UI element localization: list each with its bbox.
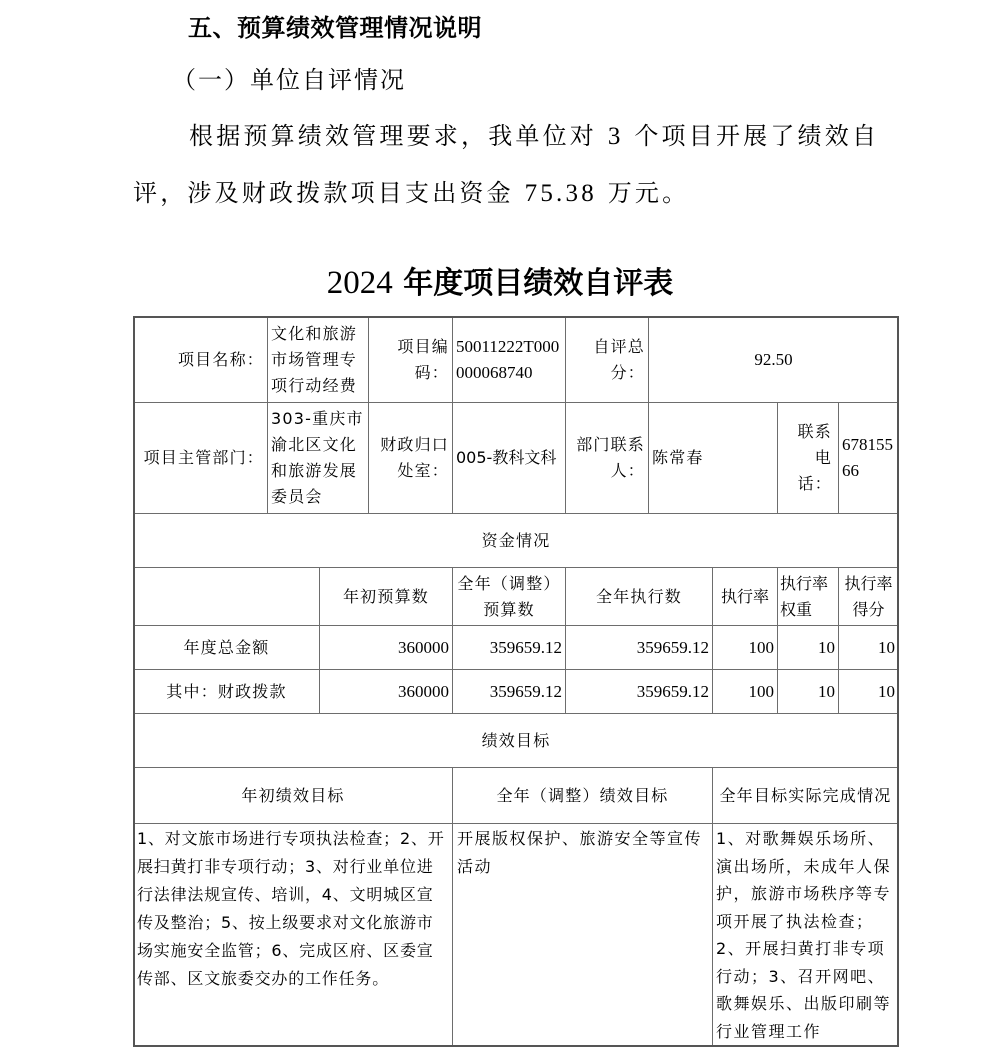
contact-value: 陈常春 (648, 402, 778, 514)
goals-header-adjusted: 全年（调整）绩效目标 (452, 767, 713, 824)
dept-label: 项目主管部门： (133, 402, 268, 514)
funds-header-weight: 执行率权重 (777, 567, 839, 626)
project-count: 3 (607, 123, 624, 150)
funds-row-weight: 10 (777, 625, 839, 670)
paragraph-text-1: 根据预算绩效管理要求，我单位对 (189, 122, 608, 150)
funds-row-score: 10 (838, 669, 899, 714)
dept-value: 303-重庆市渝北区文化和旅游发展委员会 (267, 402, 369, 514)
table-title-text: 年度项目绩效自评表 (392, 266, 674, 301)
funds-header-rate: 执行率 (712, 567, 778, 626)
funds-row-rate: 100 (712, 625, 778, 670)
goals-header-actual: 全年目标实际完成情况 (712, 767, 899, 824)
funds-row-executed: 359659.12 (565, 669, 713, 714)
total-score-label: 自评总分： (565, 316, 649, 403)
amount: 75.38 (524, 180, 597, 207)
project-code-label: 项目编码： (368, 316, 453, 403)
funds-header-executed: 全年执行数 (565, 567, 713, 626)
funds-row-adjusted: 359659.12 (452, 669, 566, 714)
funds-row-label: 年度总金额 (133, 625, 320, 670)
goals-section-header: 绩效目标 (133, 713, 899, 768)
project-name-label: 项目名称： (133, 316, 268, 403)
funds-section-header: 资金情况 (133, 513, 899, 568)
finance-office-label: 财政归口处室： (368, 402, 453, 514)
goals-actual-content: 1、对歌舞娱乐场所、演出场所，未成年人保护，旅游市场秩序等专项开展了执法检查；2、开展扫黄打非专项行动；3、召开网吧、歌舞娱乐、出版印刷等行业管理工作 (712, 823, 899, 1047)
table-title (0, 258, 1000, 302)
funds-header-initial: 年初预算数 (319, 567, 453, 626)
project-code-value: 50011222T000000068740 (452, 316, 566, 403)
intro-paragraph (133, 108, 893, 222)
phone-value: 67815566 (838, 402, 899, 514)
paragraph-text-2: 个项目开展了绩效自评，涉及财政拨款项目支出资金 (133, 122, 880, 207)
funds-row-rate: 100 (712, 669, 778, 714)
funds-row-adjusted: 359659.12 (452, 625, 566, 670)
project-name-value: 文化和旅游市场管理专项行动经费 (267, 316, 369, 403)
total-score-value: 92.50 (648, 316, 899, 403)
funds-row-initial: 360000 (319, 669, 453, 714)
finance-office-value: 005-教科文科 (452, 402, 566, 514)
funds-header-score: 执行率得分 (838, 567, 899, 626)
funds-row-executed: 359659.12 (565, 625, 713, 670)
funds-row-label: 其中：财政拨款 (133, 669, 320, 714)
contact-label: 部门联系人： (565, 402, 649, 514)
section-subheading: （一）单位自评情况 (172, 66, 406, 94)
funds-row-weight: 10 (777, 669, 839, 714)
phone-label: 联系电话： (777, 402, 839, 514)
paragraph-text-3: 万元。 (596, 179, 690, 207)
goals-adjusted-content: 开展版权保护、旅游安全等宣传活动 (452, 823, 713, 1047)
table-title-year: 2024 (326, 265, 393, 301)
goals-initial-content: 1、对文旅市场进行专项执法检查；2、开展扫黄打非专项行动；3、对行业单位进行法律法规宣传、培训，4、文明城区宣传及整治；5、按上级要求对文化旅游市场实施安全监管；6、完成区府、区委宣传部、区文旅委交办的工作任务。 (133, 823, 453, 1047)
funds-row-initial: 360000 (319, 625, 453, 670)
funds-row-score: 10 (838, 625, 899, 670)
funds-header-blank (133, 567, 320, 626)
section-heading: 五、预算绩效管理情况说明 (188, 14, 482, 42)
funds-header-adjusted: 全年（调整）预算数 (452, 567, 566, 626)
goals-header-initial: 年初绩效目标 (133, 767, 453, 824)
